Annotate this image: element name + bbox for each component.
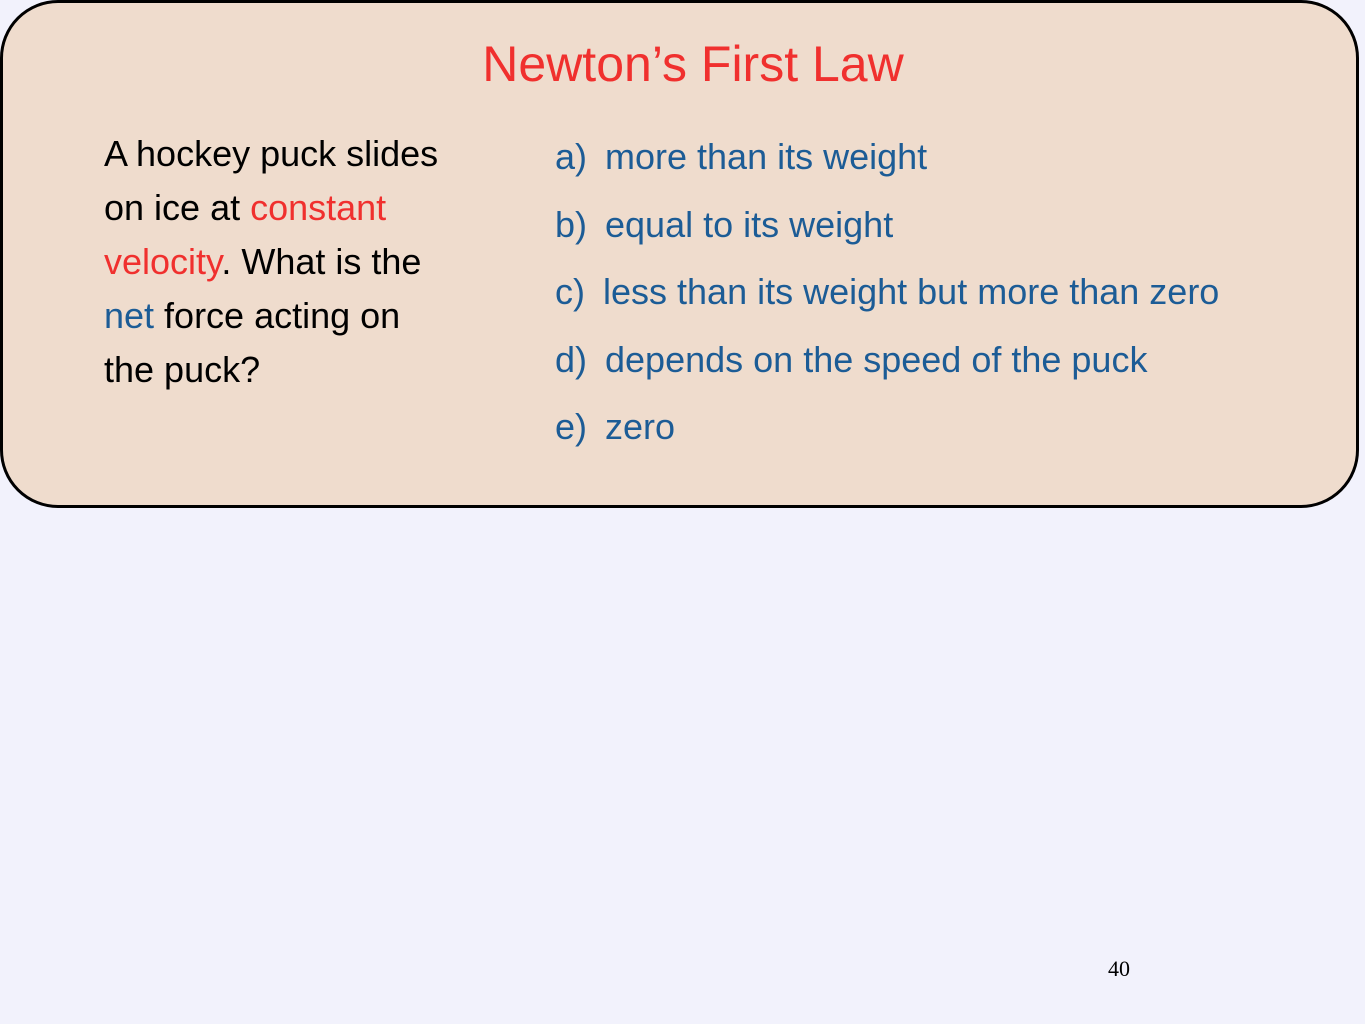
answer-letter: b) xyxy=(555,203,588,245)
question-part-1: A hockey puck slides on ice at xyxy=(104,133,439,228)
answer-letter: d) xyxy=(555,338,588,380)
answer-letter: c) xyxy=(555,271,585,312)
answer-letter: a) xyxy=(555,136,588,177)
answer-text: depends on the speed of the puck xyxy=(605,338,1148,380)
question-part-2: . What is the xyxy=(221,241,422,282)
slide-title: Newton’s First Law xyxy=(482,36,904,92)
answer-option-c[interactable] xyxy=(555,258,1219,326)
answer-list xyxy=(555,123,1219,461)
answer-option-d[interactable] xyxy=(555,326,1219,394)
answer-text: less than its weight but more than zero xyxy=(603,271,1220,312)
question-highlight-net: net xyxy=(104,295,155,336)
answer-text: more than its weight xyxy=(605,136,928,177)
answer-text: equal to its weight xyxy=(605,203,894,245)
question-part-3: force acting on the puck? xyxy=(104,295,401,390)
question-panel xyxy=(0,0,1359,508)
answer-option-e[interactable] xyxy=(555,393,1219,461)
question-highlight-constant-velocity: constant velocity xyxy=(104,187,387,282)
answer-option-a[interactable] xyxy=(555,123,1219,191)
answer-letter: e) xyxy=(555,406,588,447)
question-text xyxy=(104,127,444,397)
page-number: 40 xyxy=(1108,956,1130,981)
answer-text: zero xyxy=(605,406,676,447)
answer-option-b[interactable] xyxy=(555,191,1219,259)
